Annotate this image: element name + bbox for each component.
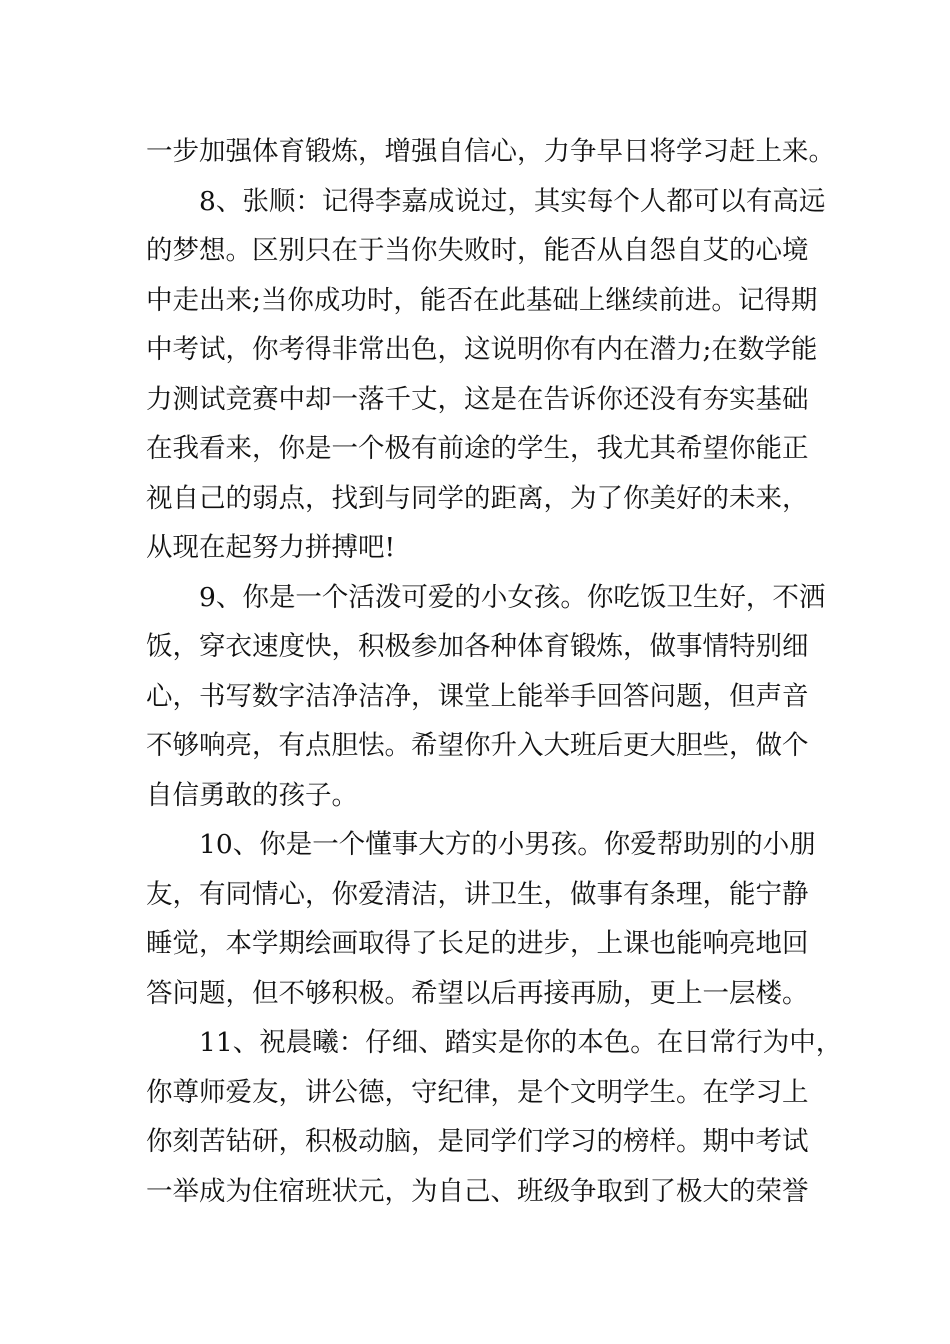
text-line: 一举成为住宿班状元，为自己、班级争取到了极大的荣誉 — [146, 1175, 809, 1207]
text-line: 中走出来;当你成功时，能否在此基础上继续前进。记得期 — [146, 284, 818, 316]
text-line: 答问题，但不够积极。希望以后再接再励，更上一层楼。 — [146, 977, 809, 1009]
text-line: 中考试，你考得非常出色，这说明你有内在潜力;在数学能 — [146, 334, 818, 365]
text-line: 饭，穿衣速度快，积极参加各种体育锻炼，做事情特别细 — [146, 631, 809, 662]
text-line: 你尊师爱友，讲公德，守纪律，是个文明学生。在学习上 — [146, 1076, 809, 1108]
paragraph-start-line: 9、你是一个活泼可爱的小女孩。你吃饭卫生好，不洒 — [199, 581, 826, 613]
text-line: 在我看来，你是一个极有前途的学生，我尤其希望你能正 — [146, 433, 809, 464]
text-line: 友，有同情心，你爱清洁，讲卫生，做事有条理，能宁静 — [146, 878, 809, 910]
paragraph-start-line: 11、祝晨曦：仔细、踏实是你的本色。在日常行为中， — [199, 1027, 843, 1058]
text-line: 一步加强体育锻炼，增强自信心，力争早日将学习赶上来。 — [146, 136, 835, 167]
text-line: 的梦想。区别只在于当你失败时，能否从自怨自艾的心境 — [146, 235, 809, 266]
paragraph-start-line: 8、张顺：记得李嘉成说过，其实每个人都可以有高远 — [199, 185, 826, 217]
text-line: 从现在起努力拼搏吧! — [146, 532, 396, 563]
text-line: 睡觉，本学期绘画取得了长足的进步，上课也能响亮地回 — [146, 928, 809, 959]
text-line: 你刻苦钻研，积极动脑，是同学们学习的榜样。期中考试 — [146, 1126, 809, 1157]
document-body — [146, 127, 846, 1216]
text-line: 不够响亮，有点胆怯。希望你升入大班后更大胆些，做个 — [146, 730, 809, 761]
text-line: 自信勇敢的孩子。 — [146, 779, 358, 811]
paragraph-start-line: 10、你是一个懂事大方的小男孩。你爱帮助别的小朋 — [199, 829, 816, 860]
text-line: 力测试竞赛中却一落千丈，这是在告诉你还没有夯实基础 — [146, 383, 809, 415]
text-line: 视自己的弱点，找到与同学的距离，为了你美好的未来， — [146, 482, 809, 514]
text-line: 心，书写数字洁净洁净，课堂上能举手回答问题，但声音 — [146, 680, 809, 712]
